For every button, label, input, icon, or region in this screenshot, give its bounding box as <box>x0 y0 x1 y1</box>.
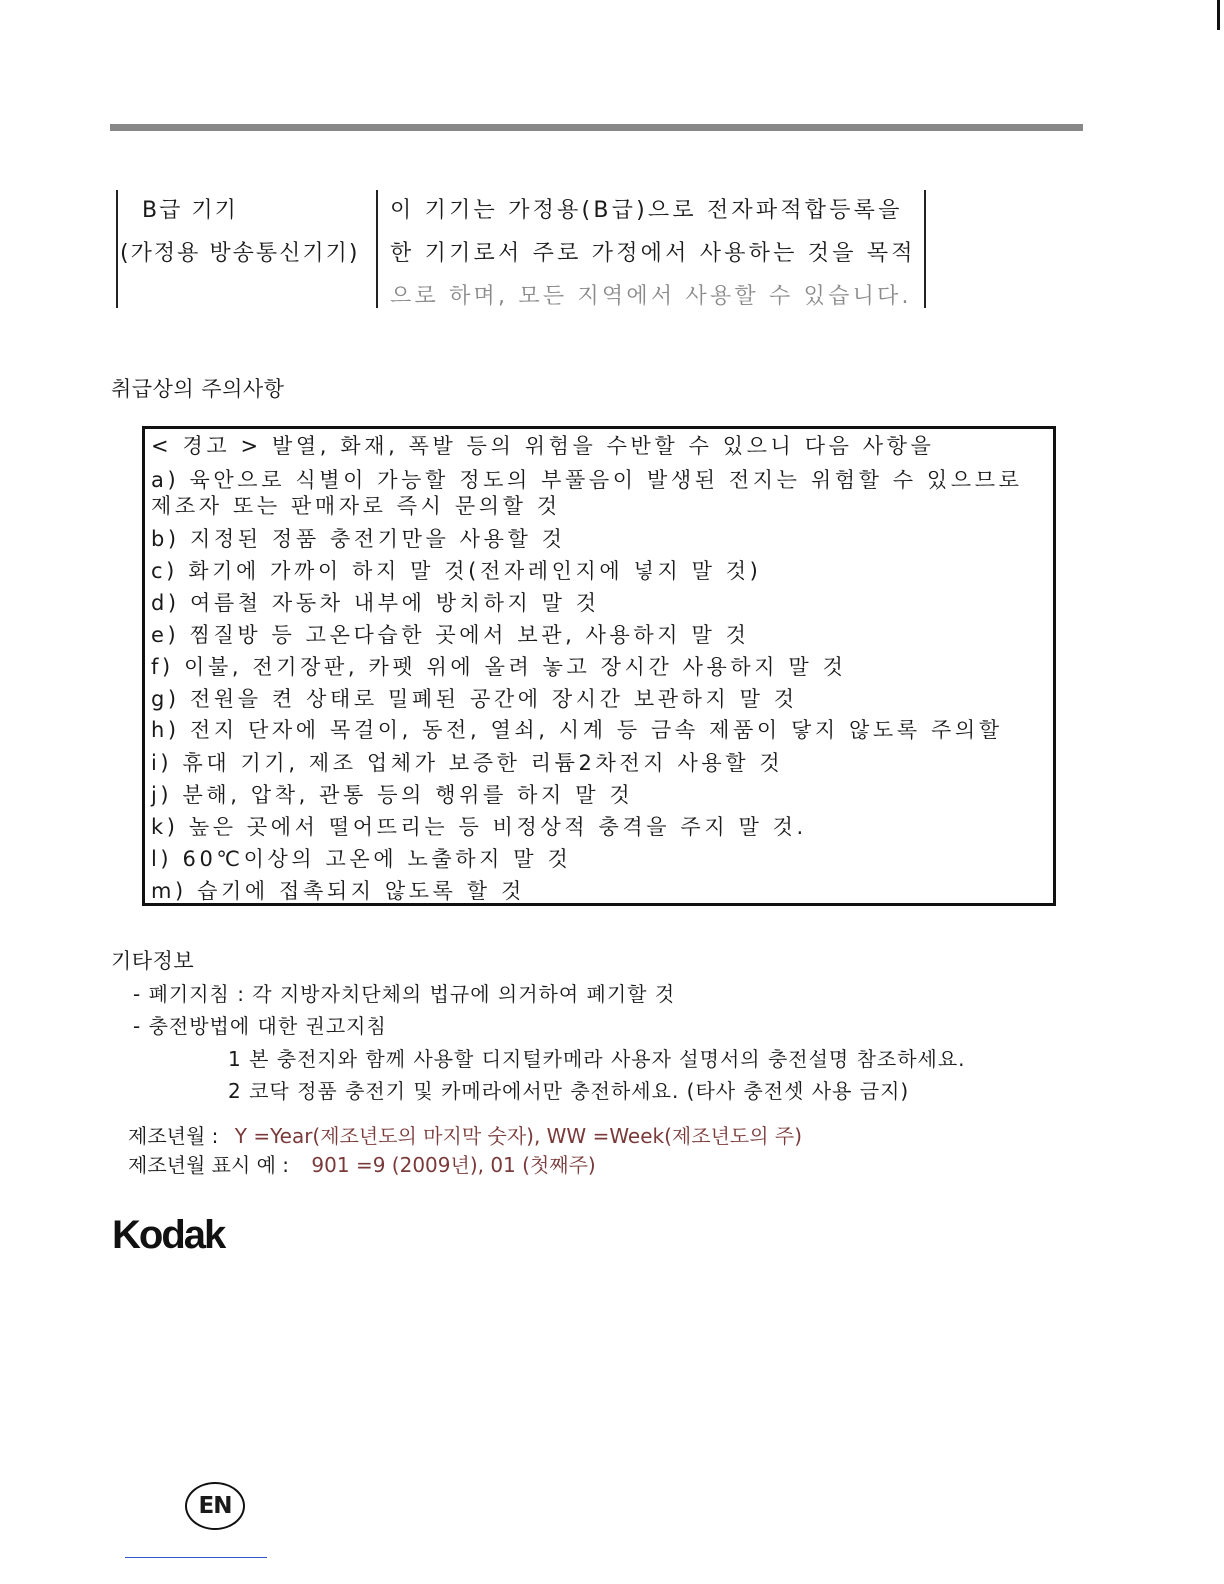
page-edge-mark <box>1217 0 1220 30</box>
device-class-label: B급 기기 <box>142 198 238 223</box>
warning-line: j) 분해, 압착, 관통 등의 행위를 하지 말 것 <box>151 783 634 807</box>
warning-line: h) 전지 단자에 목걸이, 동전, 열쇠, 시계 등 금속 제품이 닿지 않도록 주의할 <box>151 718 1003 742</box>
warning-line: e) 찜질방 등 고온다습한 곳에서 보관, 사용하지 말 것 <box>151 623 750 647</box>
charging-step: 2 코닥 정품 충전기 및 카메라에서만 충전하세요. (타사 충전셋 사용 금지) <box>228 1079 910 1103</box>
warning-line: d) 여름철 자동차 내부에 방치하지 말 것 <box>151 591 600 615</box>
device-class-cell <box>120 196 376 282</box>
warning-line: g) 전원을 켠 상태로 밀폐된 공간에 장시간 보관하지 말 것 <box>151 687 798 711</box>
charging-step: 1 본 충전지와 함께 사용할 디지털카메라 사용자 설명서의 충전설명 참조하세요. <box>228 1047 966 1071</box>
mfg-example-label: 제조년월 표시 예 : <box>128 1153 290 1177</box>
warning-line: k) 높은 곳에서 떨어뜨리는 등 비정상적 충격을 주지 말 것. <box>151 815 807 839</box>
kodak-logo <box>112 1210 242 1260</box>
etc-title: 기타정보 <box>111 949 195 973</box>
mfg-date-value: Y =Year(제조년도의 마지막 숫자), WW =Week(제조년도의 주) <box>234 1124 803 1148</box>
mfg-example-value: 901 =9 (2009년), 01 (첫째주) <box>311 1153 596 1177</box>
device-class-statement <box>390 196 920 325</box>
table-border-right <box>924 190 926 308</box>
footer-link-underline <box>125 1557 267 1558</box>
table-border-left <box>116 190 118 308</box>
warning-box <box>142 426 1056 906</box>
warning-line: f) 이불, 전기장판, 카펫 위에 올려 놓고 장시간 사용하지 말 것 <box>151 655 847 679</box>
mfg-date-format <box>128 1120 802 1149</box>
warning-line: a) 육안으로 식별이 가능할 정도의 부풀음이 발생된 전지는 위험할 수 있으므로 <box>151 468 1023 492</box>
statement-line: 한 기기로서 주로 가정에서 사용하는 것을 목적 <box>390 241 916 266</box>
statement-line: 이 기기는 가정용(B급)으로 전자파적합등록을 <box>390 198 903 223</box>
mfg-date-example <box>128 1149 596 1178</box>
warning-line: l) 60℃이상의 고온에 노출하지 말 것 <box>151 847 572 871</box>
warning-line: i) 휴대 기기, 제조 업체가 보증한 리튬2차전지 사용할 것 <box>151 751 784 775</box>
charging-guideline: - 충전방법에 대한 권고지침 <box>133 1014 387 1038</box>
mfg-date-label: 제조년월 : <box>128 1124 219 1148</box>
table-divider <box>376 190 378 308</box>
header-rule <box>110 124 1083 131</box>
statement-line: 으로 하며, 모든 지역에서 사용할 수 있습니다. <box>390 284 912 309</box>
caution-title: 취급상의 주의사항 <box>111 377 285 401</box>
warning-line: < 경고 > 발열, 화재, 폭발 등의 위험을 수반할 수 있으니 다음 사항을 <box>151 434 935 458</box>
language-badge: EN <box>185 1482 245 1530</box>
kodak-logo-text: Kodak <box>112 1213 225 1257</box>
device-class-desc: (가정용 방송통신기기) <box>120 241 360 266</box>
warning-line: 제조자 또는 판매자로 즉시 문의할 것 <box>151 494 561 518</box>
warning-line: c) 화기에 가까이 하지 말 것(전자레인지에 넣지 말 것) <box>151 559 762 583</box>
disposal-guideline: - 폐기지침 : 각 지방자치단체의 법규에 의거하여 폐기할 것 <box>133 982 676 1006</box>
warning-line: m) 습기에 접촉되지 않도록 할 것 <box>151 879 525 903</box>
warning-line: b) 지정된 정품 충전기만을 사용할 것 <box>151 527 566 551</box>
b-class-notice-table <box>116 190 928 308</box>
